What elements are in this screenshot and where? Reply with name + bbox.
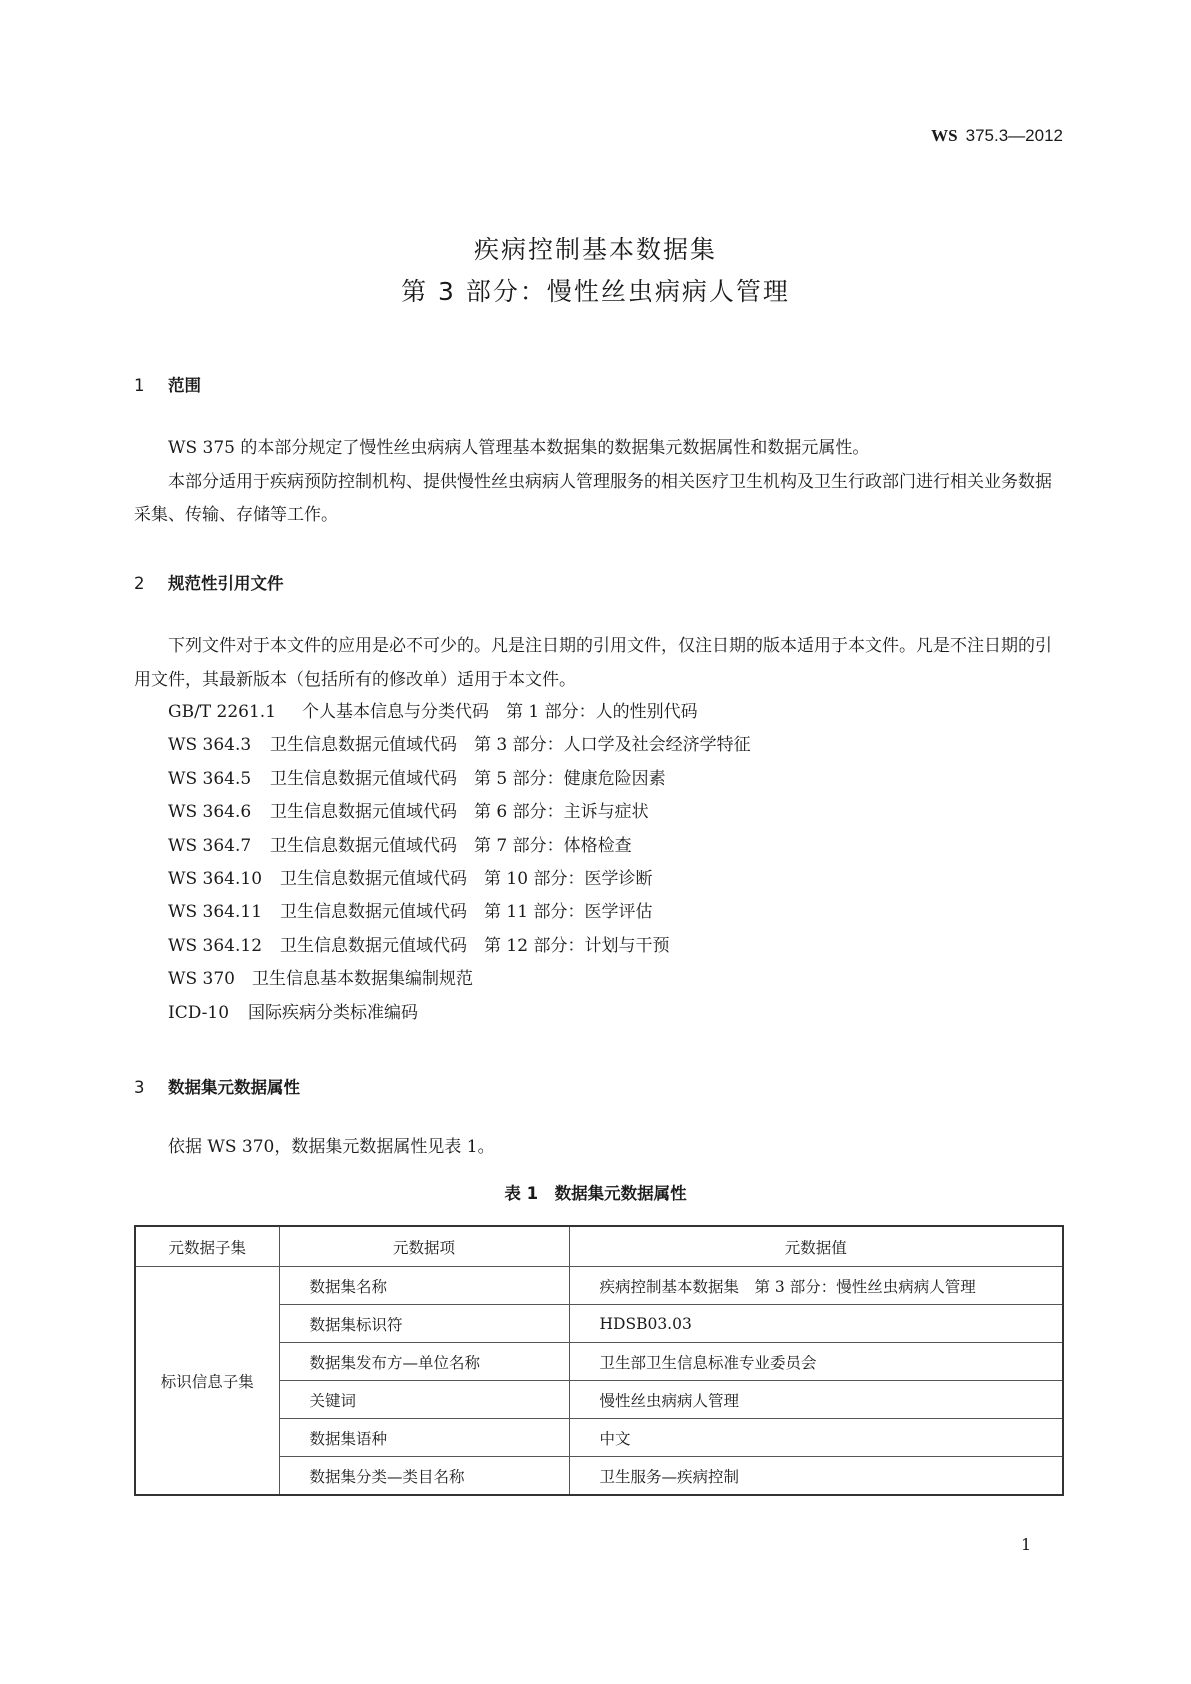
table-row (135, 1267, 1063, 1305)
reference-item (168, 963, 751, 996)
item-cell: 数据集语种 (279, 1419, 569, 1457)
section-number: 3 (134, 1078, 145, 1097)
section-title: 范围 (168, 376, 201, 395)
section-1-body (134, 432, 1064, 533)
value-cell: 中文 (569, 1419, 1063, 1457)
paragraph: 下列文件对于本文件的应用是必不可少的。凡是注日期的引用文件，仅注日期的版本适用于本文件。凡是不注日期的引用文件，其最新版本（包括所有的修改单）适用于本文件。 (134, 636, 1052, 690)
column-header: 元数据值 (569, 1226, 1063, 1267)
section-heading-2 (134, 570, 284, 594)
standard-code: 375.3—2012 (965, 126, 1063, 145)
standard-number (931, 126, 1063, 146)
value-cell: HDSB03.03 (569, 1305, 1063, 1343)
reference-title: 卫生信息基本数据集编制规范 (252, 969, 473, 990)
section-2-body (134, 630, 1064, 697)
item-cell: 数据集分类—类目名称 (279, 1457, 569, 1496)
section-heading-3 (134, 1074, 300, 1098)
column-header: 元数据子集 (135, 1226, 279, 1267)
value-cell: 慢性丝虫病病人管理 (569, 1381, 1063, 1419)
item-cell: 数据集名称 (279, 1267, 569, 1305)
section-title: 数据集元数据属性 (168, 1078, 300, 1097)
document-title: 疾病控制基本数据集 (473, 235, 717, 264)
paragraph: 依据 WS 370，数据集元数据属性见表 1。 (168, 1137, 495, 1157)
section-number: 2 (134, 574, 145, 593)
paragraph: 本部分适用于疾病预防控制机构、提供慢性丝虫病病人管理服务的相关医疗卫生机构及卫生行政部门进行相关业务数据采集、传输、存储等工作。 (134, 471, 1052, 525)
paragraph: WS 375 的本部分规定了慢性丝虫病病人管理基本数据集的数据集元数据属性和数据元属性。 (168, 438, 870, 458)
section-heading-1 (134, 372, 201, 396)
reference-code: ICD-10 (168, 1002, 230, 1023)
reference-item (168, 696, 751, 729)
reference-title: 国际疾病分类标准编码 (248, 1002, 418, 1023)
item-cell: 数据集发布方—单位名称 (279, 1343, 569, 1381)
reference-title: 卫生信息数据元值域代码 第 10 部分：医学诊断 (280, 869, 653, 890)
reference-code: GB/T 2261.1 (168, 702, 277, 722)
reference-list (168, 696, 751, 1030)
reference-item (168, 896, 751, 929)
value-cell: 卫生服务—疾病控制 (569, 1457, 1063, 1496)
reference-item (168, 763, 751, 796)
reference-code: WS 364.12 (168, 935, 263, 956)
table-caption: 表 1 数据集元数据属性 (504, 1184, 687, 1203)
reference-item (168, 796, 751, 829)
reference-item (168, 997, 751, 1030)
section-3-body (134, 1131, 1064, 1165)
reference-item (168, 863, 751, 896)
reference-item (168, 729, 751, 762)
column-header: 元数据项 (279, 1226, 569, 1267)
reference-title: 个人基本信息与分类代码 第 1 部分：人的性别代码 (302, 702, 698, 722)
reference-title: 卫生信息数据元值域代码 第 11 部分：医学评估 (280, 902, 653, 923)
reference-item (168, 930, 751, 963)
reference-code: WS 364.10 (168, 869, 263, 890)
page-number: 1 (1021, 1535, 1032, 1554)
standard-prefix: WS (931, 126, 958, 145)
reference-title: 卫生信息数据元值域代码 第 6 部分：主诉与症状 (270, 802, 649, 823)
document-subtitle: 第 3 部分：慢性丝虫病病人管理 (401, 277, 790, 306)
value-cell: 卫生部卫生信息标准专业委员会 (569, 1343, 1063, 1381)
reference-code: WS 364.5 (168, 768, 252, 789)
reference-title: 卫生信息数据元值域代码 第 12 部分：计划与干预 (280, 935, 670, 956)
value-cell: 疾病控制基本数据集 第 3 部分：慢性丝虫病病人管理 (569, 1267, 1063, 1305)
reference-title: 卫生信息数据元值域代码 第 3 部分：人口学及社会经济学特征 (270, 735, 751, 756)
table-header-row (135, 1226, 1063, 1267)
reference-code: WS 364.6 (168, 802, 252, 823)
reference-code: WS 364.7 (168, 835, 252, 856)
item-cell: 数据集标识符 (279, 1305, 569, 1343)
metadata-table (134, 1225, 1064, 1496)
reference-code: WS 364.11 (168, 902, 263, 923)
reference-code: WS 364.3 (168, 735, 252, 756)
section-title: 规范性引用文件 (168, 574, 284, 593)
subset-cell: 标识信息子集 (135, 1267, 279, 1496)
section-number: 1 (134, 376, 145, 395)
item-cell: 关键词 (279, 1381, 569, 1419)
reference-item (168, 830, 751, 863)
reference-code: WS 370 (168, 969, 235, 990)
reference-title: 卫生信息数据元值域代码 第 5 部分：健康危险因素 (270, 768, 666, 789)
reference-title: 卫生信息数据元值域代码 第 7 部分：体格检查 (270, 835, 632, 856)
